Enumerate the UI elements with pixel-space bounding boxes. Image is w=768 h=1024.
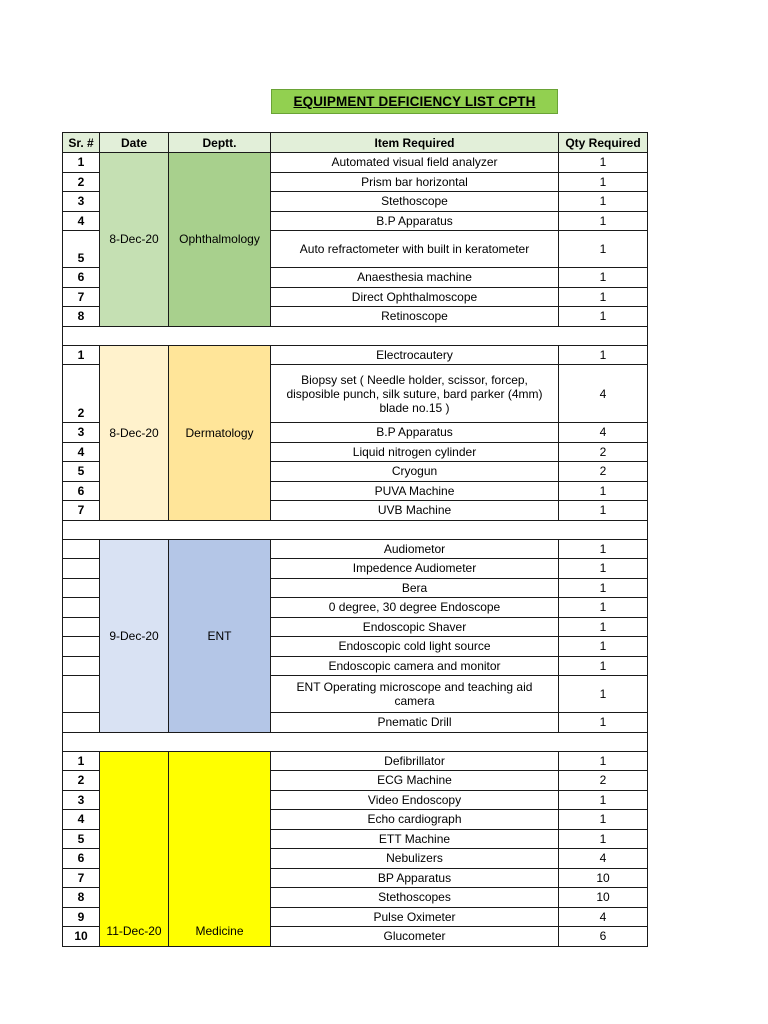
sr-cell: 2: [63, 172, 100, 192]
table-body: [63, 153, 648, 947]
sr-cell: [63, 578, 100, 598]
sr-cell: [63, 656, 100, 676]
group-spacer: [63, 520, 648, 539]
qty-cell: 1: [559, 268, 648, 288]
item-cell: ECG Machine: [271, 771, 559, 791]
sr-cell: [63, 539, 100, 559]
qty-cell: 4: [559, 849, 648, 869]
sr-cell: 2: [63, 365, 100, 423]
qty-cell: 6: [559, 927, 648, 947]
qty-cell: 4: [559, 423, 648, 443]
item-cell: Liquid nitrogen cylinder: [271, 442, 559, 462]
item-cell: B.P Apparatus: [271, 423, 559, 443]
item-cell: Cryogun: [271, 462, 559, 482]
qty-cell: 1: [559, 751, 648, 771]
qty-cell: 10: [559, 868, 648, 888]
item-cell: Stethoscope: [271, 192, 559, 212]
sr-cell: 4: [63, 442, 100, 462]
sr-cell: 3: [63, 192, 100, 212]
sr-cell: 3: [63, 790, 100, 810]
sr-cell: 3: [63, 423, 100, 443]
item-cell: Nebulizers: [271, 849, 559, 869]
sr-cell: 5: [63, 462, 100, 482]
sr-cell: 10: [63, 927, 100, 947]
qty-cell: 1: [559, 307, 648, 327]
page-title: EQUIPMENT DEFICIENCY LIST CPTH: [271, 89, 558, 114]
sr-cell: 2: [63, 771, 100, 791]
item-cell: Auto refractometer with built in keratometer: [271, 231, 559, 268]
qty-cell: 4: [559, 365, 648, 423]
qty-cell: 10: [559, 888, 648, 908]
sr-cell: 7: [63, 868, 100, 888]
qty-cell: 1: [559, 656, 648, 676]
item-cell: B.P Apparatus: [271, 211, 559, 231]
qty-cell: 1: [559, 153, 648, 173]
item-cell: Retinoscope: [271, 307, 559, 327]
item-cell: Echo cardiograph: [271, 810, 559, 830]
qty-cell: 1: [559, 539, 648, 559]
header-sr: Sr. #: [63, 133, 100, 153]
table-row: [63, 539, 648, 559]
date-cell: 9-Dec-20: [100, 539, 169, 732]
item-cell: Audiometor: [271, 539, 559, 559]
qty-cell: 1: [559, 287, 648, 307]
qty-cell: 1: [559, 172, 648, 192]
item-cell: ETT Machine: [271, 829, 559, 849]
qty-cell: 1: [559, 578, 648, 598]
header-qty: Qty Required: [559, 133, 648, 153]
item-cell: Video Endoscopy: [271, 790, 559, 810]
header-item: Item Required: [271, 133, 559, 153]
sr-cell: 8: [63, 888, 100, 908]
item-cell: Electrocautery: [271, 345, 559, 365]
table-row: [63, 751, 648, 771]
date-cell: 8-Dec-20: [100, 345, 169, 520]
dept-cell: Dermatology: [169, 345, 271, 520]
qty-cell: 2: [559, 462, 648, 482]
sr-cell: [63, 637, 100, 657]
qty-cell: 1: [559, 829, 648, 849]
sr-cell: 1: [63, 153, 100, 173]
qty-cell: 1: [559, 501, 648, 521]
qty-cell: 1: [559, 481, 648, 501]
item-cell: Pnematic Drill: [271, 713, 559, 733]
sr-cell: 6: [63, 849, 100, 869]
sr-cell: 1: [63, 345, 100, 365]
sr-cell: 9: [63, 907, 100, 927]
qty-cell: 2: [559, 442, 648, 462]
sr-cell: 8: [63, 307, 100, 327]
qty-cell: 1: [559, 637, 648, 657]
equipment-table: [62, 132, 648, 947]
header-dept: Deptt.: [169, 133, 271, 153]
item-cell: Impedence Audiometer: [271, 559, 559, 579]
item-cell: Pulse Oximeter: [271, 907, 559, 927]
qty-cell: 1: [559, 790, 648, 810]
sr-cell: [63, 713, 100, 733]
item-cell: Anaesthesia machine: [271, 268, 559, 288]
sr-cell: [63, 676, 100, 713]
qty-cell: 1: [559, 598, 648, 618]
qty-cell: 1: [559, 559, 648, 579]
item-cell: Stethoscopes: [271, 888, 559, 908]
item-cell: UVB Machine: [271, 501, 559, 521]
sr-cell: [63, 559, 100, 579]
sr-cell: 1: [63, 751, 100, 771]
qty-cell: 2: [559, 771, 648, 791]
item-cell: PUVA Machine: [271, 481, 559, 501]
item-cell: Bera: [271, 578, 559, 598]
item-cell: Automated visual field analyzer: [271, 153, 559, 173]
item-cell: 0 degree, 30 degree Endoscope: [271, 598, 559, 618]
item-cell: Endoscopic cold light source: [271, 637, 559, 657]
item-cell: Defibrillator: [271, 751, 559, 771]
qty-cell: 1: [559, 810, 648, 830]
sr-cell: 4: [63, 211, 100, 231]
item-cell: Prism bar horizontal: [271, 172, 559, 192]
qty-cell: 1: [559, 713, 648, 733]
sr-cell: 6: [63, 268, 100, 288]
item-cell: Endoscopic Shaver: [271, 617, 559, 637]
sr-cell: 7: [63, 501, 100, 521]
item-cell: BP Apparatus: [271, 868, 559, 888]
header-date: Date: [100, 133, 169, 153]
qty-cell: 4: [559, 907, 648, 927]
qty-cell: 1: [559, 676, 648, 713]
item-cell: ENT Operating microscope and teaching aid camera: [271, 676, 559, 713]
sr-cell: [63, 617, 100, 637]
dept-cell: Medicine: [169, 751, 271, 946]
group-spacer: [63, 326, 648, 345]
item-cell: Glucometer: [271, 927, 559, 947]
qty-cell: 1: [559, 211, 648, 231]
item-cell: Direct Ophthalmoscope: [271, 287, 559, 307]
header-row: [63, 133, 648, 153]
date-cell: 11-Dec-20: [100, 751, 169, 946]
table-row: [63, 345, 648, 365]
qty-cell: 1: [559, 231, 648, 268]
item-cell: Biopsy set ( Needle holder, scissor, forcep, disposible punch, silk suture, bard parker (4mm) blade no.15 ): [271, 365, 559, 423]
sr-cell: [63, 598, 100, 618]
qty-cell: 1: [559, 192, 648, 212]
sr-cell: 4: [63, 810, 100, 830]
item-cell: Endoscopic camera and monitor: [271, 656, 559, 676]
qty-cell: 1: [559, 345, 648, 365]
sr-cell: 5: [63, 829, 100, 849]
sr-cell: 5: [63, 231, 100, 268]
qty-cell: 1: [559, 617, 648, 637]
date-cell: 8-Dec-20: [100, 153, 169, 327]
group-spacer: [63, 732, 648, 751]
table-row: [63, 153, 648, 173]
sr-cell: 6: [63, 481, 100, 501]
sr-cell: 7: [63, 287, 100, 307]
dept-cell: Ophthalmology: [169, 153, 271, 327]
dept-cell: ENT: [169, 539, 271, 732]
